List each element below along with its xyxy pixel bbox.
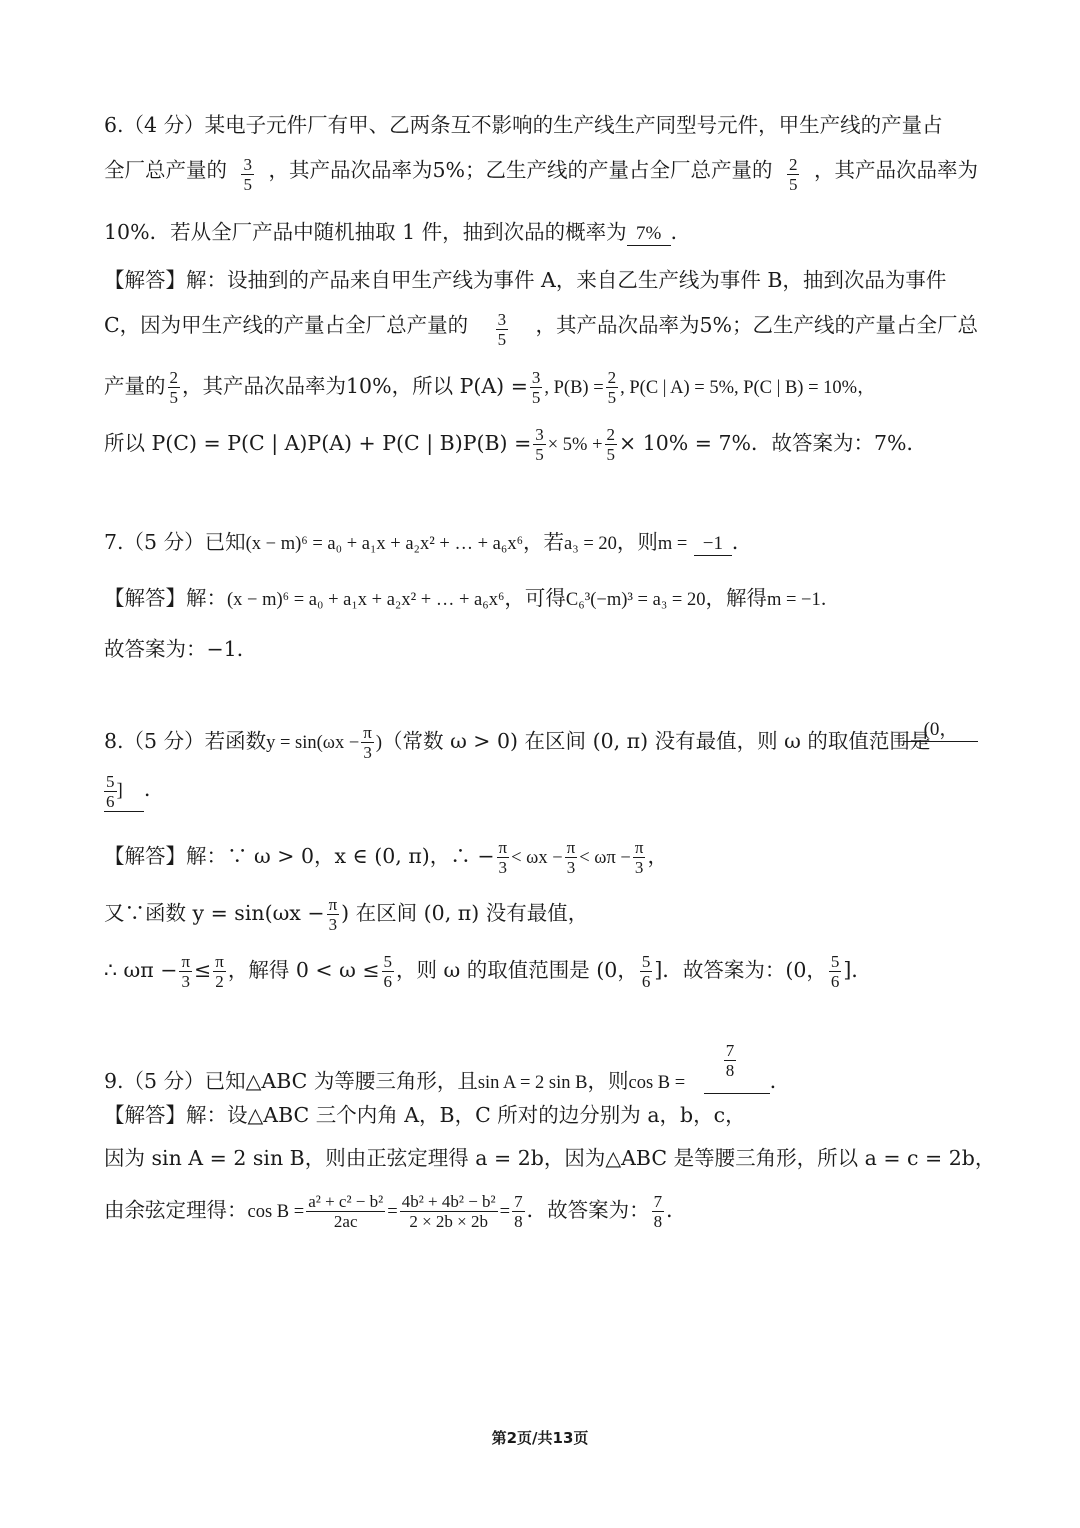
page-number: 第2页/共13页 <box>491 1429 589 1447</box>
punct: ， <box>647 844 668 868</box>
numerator: π <box>498 838 508 857</box>
math: < ωx − <box>511 848 563 868</box>
answer-blank <box>104 772 144 812</box>
q9-solution-3 <box>104 1192 978 1231</box>
fraction <box>496 310 509 349</box>
denominator: 5 <box>535 445 544 464</box>
math: sin A = 2 sin B <box>477 1073 588 1093</box>
numerator: π <box>363 723 372 742</box>
denominator: 5 <box>788 175 798 194</box>
solution-text: 因为 sin A = 2 sin B，则由正弦定理得 a = 2b，因为△ABC 是等腰三角形，所以 a = c = 2b， <box>104 1146 996 1170</box>
fraction <box>327 895 340 934</box>
math: m = −1． <box>766 590 840 610</box>
fraction <box>530 368 543 407</box>
math: (x − m)⁶ = a₀ + a₁x + a₂x² + … + a₆x⁶ <box>227 590 505 610</box>
q9-line-1 <box>104 1041 978 1098</box>
solution-text: C，因为甲生产线的产量占全厂总产量的 <box>104 313 469 337</box>
fraction <box>400 1192 498 1231</box>
q6-solution-4 <box>104 425 978 464</box>
numerator: 3 <box>531 368 541 387</box>
numerator: 7 <box>653 1192 663 1211</box>
denominator: 5 <box>243 175 252 194</box>
q8-solution-2 <box>104 895 978 934</box>
punct: ． <box>144 776 165 801</box>
q7-solution-2 <box>104 634 978 664</box>
solution-text: 【解答】解： <box>104 586 227 610</box>
q6-text: ，其产品次品率为 <box>813 158 978 182</box>
fraction <box>241 155 254 194</box>
q7-text: ，若 <box>523 530 565 554</box>
math: y = sin(ωx − <box>266 733 360 753</box>
q8-line-1 <box>104 719 978 762</box>
q9-solution-1 <box>104 1100 978 1130</box>
fraction <box>787 155 800 194</box>
fraction <box>497 838 510 877</box>
solution-text: 【解答】解：∵ ω > 0，x ∈ (0, π)，∴ − <box>104 844 495 868</box>
fraction <box>724 1041 737 1080</box>
solution-text: ，其产品次品率为5%；乙生产线的产量占全厂总 <box>535 313 978 337</box>
q7-text: ，则 <box>616 530 658 554</box>
q7-line-1 <box>104 527 978 559</box>
numerator: 5 <box>383 952 393 971</box>
q6-line-3 <box>104 217 978 247</box>
q6-text: 6.（4 分）某电子元件厂有甲、乙两条互不影响的生产线生产同型号元件，甲生产线的产量占 <box>104 113 943 137</box>
solution-text: ．故答案为： <box>526 1198 650 1222</box>
numerator: 5 <box>830 952 840 971</box>
fraction <box>306 1192 385 1231</box>
solution-text: 【解答】解：设△ABC 三个内角 A，B，C 所对的边分别为 a，b，c， <box>104 1103 746 1127</box>
q8-text: （常数 ω > 0) 在区间 (0, π) 没有最值，则 ω 的取值范围是 <box>382 729 931 753</box>
math: C₆³(−m)³ = a₃ = 20 <box>565 590 706 610</box>
numerator: π <box>634 838 644 857</box>
numerator: 2 <box>607 368 617 387</box>
denominator: 5 <box>607 388 617 407</box>
solution-text: ，解得 0 < ω ≤ <box>227 958 380 982</box>
denominator: 5 <box>497 330 507 349</box>
punct: ]． <box>843 958 872 982</box>
solution-text: ，可得 <box>504 586 566 610</box>
math: ≤ <box>194 958 212 982</box>
numerator: π <box>215 952 224 971</box>
punct: ． <box>670 220 692 244</box>
math: cos B = <box>628 1073 686 1093</box>
q8-line-2 <box>104 772 978 812</box>
denominator: 6 <box>106 792 115 811</box>
numerator: 7 <box>514 1192 523 1211</box>
q6-solution-1 <box>104 265 978 295</box>
fraction <box>829 952 842 991</box>
denominator: 3 <box>498 858 508 877</box>
numerator: 2 <box>169 368 178 387</box>
denominator: 6 <box>830 972 840 991</box>
math: a₃ = 20 <box>564 534 617 554</box>
solution-text: 又∵函数 y = sin(ωx − <box>104 901 325 925</box>
math: × 5% + <box>547 435 603 455</box>
math: cos B = <box>247 1202 305 1222</box>
numerator: 3 <box>535 425 544 444</box>
solution-text: ，则 ω 的取值范围是 (0， <box>396 958 638 982</box>
numerator: 4b² + 4b² − b² <box>401 1192 496 1211</box>
denominator: 2ac <box>333 1212 358 1231</box>
fraction <box>533 425 546 464</box>
math: m = <box>657 534 688 554</box>
numerator: 5 <box>106 772 115 791</box>
q6-line-1 <box>104 110 978 140</box>
solution-text: 由余弦定理得： <box>104 1198 248 1222</box>
math: ∴ ωπ − <box>104 958 178 982</box>
q7-text: 7.（5 分）已知 <box>104 530 246 554</box>
fraction <box>565 838 578 877</box>
q6-solution-2 <box>104 310 978 349</box>
q6-text: ，其产品次品率为5%；乙生产线的产量占全厂总产量的 <box>268 158 773 182</box>
punct: ． <box>731 530 753 554</box>
q8-solution-3 <box>104 952 978 991</box>
denominator: 6 <box>383 972 393 991</box>
solution-text: 所以 P(C) = P(C | A)P(A) + P(C | B)P(B) = <box>104 431 532 455</box>
numerator: π <box>181 952 191 971</box>
answer-blank: (0， <box>904 719 978 742</box>
solution-text: ]．故答案为：(0， <box>654 958 827 982</box>
denominator: 8 <box>514 1212 523 1231</box>
denominator: 5 <box>606 445 616 464</box>
answer-blank: −1 <box>694 533 732 556</box>
fraction <box>606 368 619 407</box>
numerator: π <box>328 895 338 914</box>
math: (x − m)⁶ = a₀ + a₁x + a₂x² + … + a₆x⁶ <box>245 534 524 554</box>
denominator: 3 <box>181 972 190 991</box>
q9-solution-2 <box>104 1143 996 1173</box>
q6-text: 全厂总产量的 <box>104 158 227 182</box>
q6-text: 10%．若从全厂产品中随机抽取 1 件，抽到次品的概率为 <box>104 220 627 244</box>
fraction <box>605 425 618 464</box>
fraction <box>640 952 653 991</box>
punct: ． <box>666 1198 687 1222</box>
fraction <box>168 368 181 407</box>
solution-text: 【解答】解：设抽到的产品来自甲生产线为事件 A，来自乙生产线为事件 B，抽到次品为事件 <box>104 268 947 292</box>
denominator: 2 <box>215 972 224 991</box>
answer-blank: 7% <box>627 223 671 246</box>
denominator: 2 × 2b × 2b <box>409 1212 489 1231</box>
math: = <box>387 1202 398 1222</box>
fraction <box>179 952 192 991</box>
denominator: 5 <box>531 388 541 407</box>
solution-text: × 10% = 7%．故答案为：7%． <box>619 431 928 455</box>
solution-text: ，其产品次品率为10%，所以 P(A) = <box>182 374 528 398</box>
numerator: 2 <box>606 425 616 444</box>
solution-text: ，解得 <box>705 586 767 610</box>
solution-text: 产量的 <box>104 374 166 398</box>
q7-solution-1 <box>104 583 978 615</box>
q9-text: 9.（5 分）已知△ABC 为等腰三角形，且 <box>104 1069 478 1093</box>
fraction <box>652 1192 665 1231</box>
numerator: 3 <box>243 155 252 174</box>
math: , P(C | A) = 5%, P(C | B) = 10%， <box>620 378 876 398</box>
fraction <box>361 723 374 762</box>
denominator: 8 <box>725 1061 735 1080</box>
fraction <box>633 838 646 877</box>
denominator: 3 <box>566 858 576 877</box>
denominator: 6 <box>641 972 651 991</box>
math: ) <box>375 733 383 753</box>
numerator: a² + c² − b² <box>308 1192 384 1211</box>
numerator: π <box>566 838 576 857</box>
math: < ωπ − <box>579 848 631 868</box>
solution-text: ) 在区间 (0, π) 没有最值， <box>341 901 589 925</box>
fraction <box>104 772 117 811</box>
numerator: 5 <box>641 952 651 971</box>
denominator: 3 <box>634 858 644 877</box>
punct: ． <box>769 1069 791 1093</box>
denominator: 8 <box>653 1212 663 1231</box>
q6-line-2 <box>104 155 978 194</box>
math: = <box>499 1202 511 1222</box>
q8-text: 8.（5 分）若函数 <box>104 729 267 753</box>
denominator: 3 <box>328 915 338 934</box>
bracket: ] <box>116 779 123 801</box>
fraction <box>512 1192 525 1231</box>
fraction <box>213 952 226 991</box>
solution-text: 故答案为：−1． <box>104 637 258 661</box>
answer-blank <box>704 1041 770 1094</box>
fraction <box>382 952 395 991</box>
q9-text: ，则 <box>587 1069 629 1093</box>
numerator: 2 <box>788 155 798 174</box>
numerator: 3 <box>497 310 507 329</box>
q8-solution-1 <box>104 838 978 877</box>
denominator: 3 <box>363 743 372 762</box>
math: , P(B) = <box>544 378 604 398</box>
numerator: 7 <box>725 1041 735 1060</box>
denominator: 5 <box>169 388 178 407</box>
q6-solution-3 <box>104 368 978 407</box>
